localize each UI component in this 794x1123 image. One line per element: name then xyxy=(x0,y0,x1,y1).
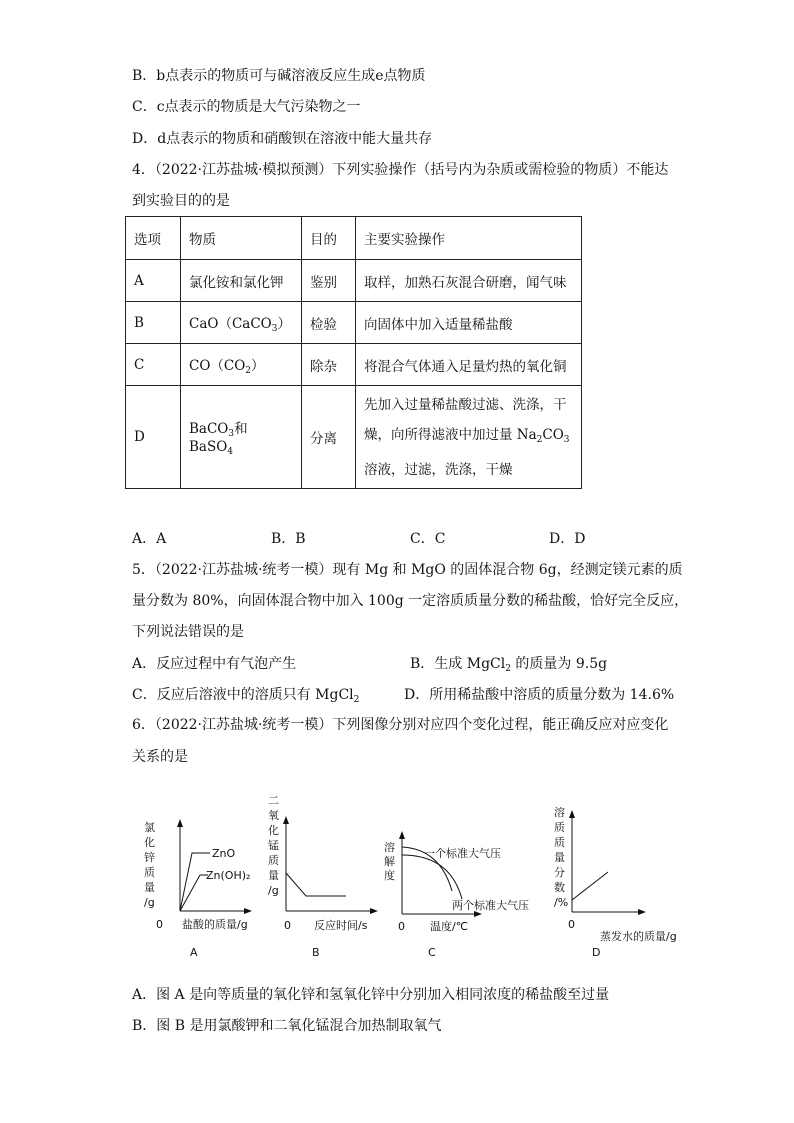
q4-stem-line1: 4．（2022·江苏盐城·模拟预测）下列实验操作（括号内为杂质或需检验的物质）不能达 xyxy=(132,162,669,178)
cell-option: D xyxy=(126,386,181,489)
graph-a-ylabel-1: 氯 xyxy=(144,821,155,834)
graph-c-y-arrow xyxy=(399,831,405,839)
header-option: 选项 xyxy=(126,217,181,260)
header-substance: 物质 xyxy=(181,217,302,260)
graph-d-x-arrow xyxy=(638,909,646,915)
graph-c-caption: C xyxy=(428,946,436,959)
graph-c-xlabel: 温度/℃ xyxy=(430,920,469,933)
graph-a-caption: A xyxy=(190,946,198,959)
table-row xyxy=(126,302,582,344)
graph-b-ylabel-6: 量 xyxy=(268,869,279,882)
graph-d-ylabel-1: 溶 xyxy=(554,806,565,819)
q5-option-b: B．生成 MgCl$_2$ 的质量为 9.5g xyxy=(410,656,608,674)
table-row xyxy=(126,344,582,386)
table-row xyxy=(126,260,582,302)
graph-d-ylabel-5: 分 xyxy=(554,866,565,879)
cell-substance: BaCO$_3$和 BaSO$_4$ xyxy=(181,386,302,489)
graph-a-ylabel-6: /g xyxy=(144,896,155,909)
q5-stem-line3: 下列说法错误的是 xyxy=(132,624,244,640)
graph-b-ylabel-4: 锰 xyxy=(268,839,279,852)
graph-d xyxy=(546,800,691,960)
graph-d-xlabel: 蒸发水的质量/g xyxy=(600,930,677,943)
graph-a xyxy=(140,815,260,960)
table-row xyxy=(126,386,582,489)
q3-option-d: D．d点表示的物质和硝酸钡在溶液中能大量共存 xyxy=(132,131,433,147)
graph-a-series-zno: ZnO xyxy=(212,847,236,860)
header-operation: 主要实验操作 xyxy=(356,217,582,260)
cell-goal: 鉴别 xyxy=(302,260,356,302)
graph-c-ylabel-1: 溶 xyxy=(384,841,395,854)
graph-d-ylabel-4: 量 xyxy=(554,851,565,864)
graph-b-ylabel-3: 化 xyxy=(268,824,279,837)
graph-b-ylabel-2: 氧 xyxy=(268,809,279,822)
q3-option-c: C．c点表示的物质是大气污染物之一 xyxy=(132,99,361,115)
cell-substance: 氯化铵和氯化钾 xyxy=(181,260,302,302)
cell-operation: 向固体中加入适量稀盐酸 xyxy=(356,302,582,344)
graph-c-series-two-atm: 两个标准大气压 xyxy=(452,899,529,912)
q6-option-b: B．图 B 是用氯酸钾和二氧化锰混合加热制取氧气 xyxy=(132,1018,442,1034)
table-header-row xyxy=(126,217,582,260)
graph-d-caption: D xyxy=(592,946,601,959)
graph-c-ylabel-3: 度 xyxy=(384,869,395,882)
graph-b-ylabel-7: /g xyxy=(268,884,279,897)
cell-goal: 除杂 xyxy=(302,344,356,386)
graph-b-ylabel-5: 质 xyxy=(268,854,279,867)
graph-a-x-arrow xyxy=(244,908,252,914)
graph-c-series-one-atm: 一个标准大气压 xyxy=(424,847,501,860)
q5-option-a: A．反应过程中有气泡产生 xyxy=(132,656,297,672)
graph-b-x-arrow xyxy=(370,908,378,914)
q6-stem-line2: 关系的是 xyxy=(132,749,188,765)
cell-operation: 先加入过量稀盐酸过滤、洗涤，干 燥，向所得滤液中加过量 $Na_2CO_3$ 溶液，过滤，洗涤，干燥 xyxy=(356,386,582,489)
graph-b-line xyxy=(286,873,346,896)
graph-b-caption: B xyxy=(312,946,320,959)
graph-a-ylabel-5: 量 xyxy=(144,881,155,894)
cell-option: A xyxy=(126,260,181,302)
q6-stem-line1: 6．（2022·江苏盐城·统考一模）下列图像分别对应四个变化过程，能正确反应对应变化 xyxy=(132,717,669,733)
q5-stem-line2: 量分数为 80%，向固体混合物中加入 100g 一定溶质质量分数的稀盐酸，恰好完全反应， xyxy=(132,593,689,609)
q4-answer-a: A．A xyxy=(132,531,167,547)
q4-stem-line2: 到实验目的的是 xyxy=(132,193,230,209)
q5-option-c: C．反应后溶液中的溶质只有 MgCl$_2$ xyxy=(132,687,360,705)
graph-a-ylabel-3: 锌 xyxy=(144,851,155,864)
graph-b-origin: 0 xyxy=(284,919,291,932)
cell-substance: $CO(CO_2)$ xyxy=(181,344,302,386)
cell-operation: 取样，加熟石灰混合研磨，闻气味 xyxy=(356,260,582,302)
q4-answer-d: D．D xyxy=(549,531,586,547)
q6-option-a: A．图 A 是向等质量的氧化锌和氢氧化锌中分别加入相同浓度的稀盐酸至过量 xyxy=(132,987,610,1003)
q5-stem-line1: 5．（2022·江苏盐城·统考一模）现有 Mg 和 MgO 的固体混合物 6g，经测定镁元素的质 xyxy=(132,562,683,578)
cell-option: C xyxy=(126,344,181,386)
graph-d-ylabel-2: 质 xyxy=(554,821,565,834)
graph-b-xlabel: 反应时间/s xyxy=(314,919,368,932)
graph-a-y-arrow xyxy=(177,819,183,827)
graph-c-ylabel-2: 解 xyxy=(384,855,395,868)
graph-d-ylabel-6: 数 xyxy=(554,881,565,894)
q4-table xyxy=(125,216,582,489)
cell-operation: 将混合气体通入足量灼热的氧化铜 xyxy=(356,344,582,386)
cell-goal: 分离 xyxy=(302,386,356,489)
graph-a-xlabel: 盐酸的质量/g xyxy=(182,918,248,931)
graph-d-y-arrow xyxy=(569,810,575,818)
graph-d-ylabel-3: 质 xyxy=(554,836,565,849)
q5-option-d: D．所用稀盐酸中溶质的质量分数为 14.6% xyxy=(404,687,675,703)
graph-c-origin: 0 xyxy=(398,920,405,933)
q4-answer-b: B．B xyxy=(271,531,306,547)
graph-d-ylabel-7: /% xyxy=(554,896,569,909)
graph-a-series-znoh2: Zn(OH)₂ xyxy=(206,869,251,882)
q3-option-b: B．b点表示的物质可与碱溶液反应生成e点物质 xyxy=(132,68,426,84)
graph-c xyxy=(378,825,553,960)
graph-b xyxy=(262,790,382,960)
graph-a-ylabel-2: 化 xyxy=(144,836,155,849)
graph-b-ylabel-1: 二 xyxy=(268,794,279,807)
q4-answer-c: C．C xyxy=(410,531,446,547)
graph-d-origin: 0 xyxy=(568,918,575,931)
graph-d-line xyxy=(572,872,608,900)
graph-c-curve-two-atm xyxy=(402,855,462,899)
header-goal: 目的 xyxy=(302,217,356,260)
graph-b-y-arrow xyxy=(283,816,289,824)
cell-goal: 检验 xyxy=(302,302,356,344)
cell-substance: CaO（CaCO$_3$） xyxy=(181,302,302,344)
graph-a-origin: 0 xyxy=(156,918,163,931)
cell-option: B xyxy=(126,302,181,344)
graph-a-ylabel-4: 质 xyxy=(144,866,155,879)
